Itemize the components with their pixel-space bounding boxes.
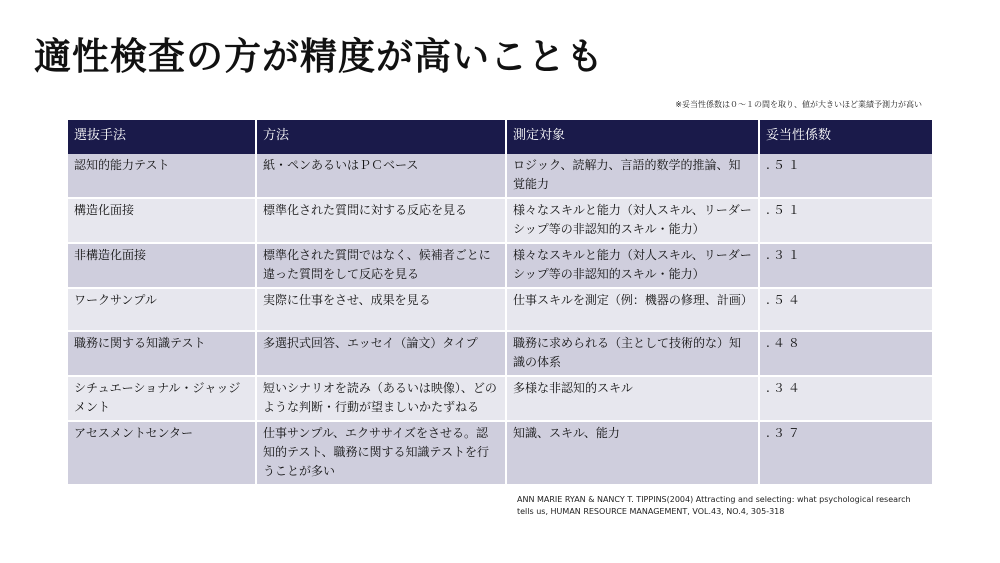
- approach-cell: 短いシナリオを読み（あるいは映像）、どのような判断・行動が望ましいかたずねる: [256, 376, 506, 421]
- target-cell: 様々なスキルと能力（対人スキル、リーダーシップ等の非認知的スキル・能力）: [506, 198, 759, 243]
- table-row: [68, 243, 932, 288]
- method-cell: 職務に関する知識テスト: [68, 331, 256, 376]
- coefficient-cell: .３４: [759, 376, 932, 421]
- validity-note: ※妥当性係数は０〜１の間を取り、値が大きいほど業績予測力が高い: [675, 100, 922, 109]
- approach-cell: 標準化された質問ではなく、候補者ごとに違った質問をして反応を見る: [256, 243, 506, 288]
- table-row: [68, 288, 932, 331]
- method-cell: ワークサンプル: [68, 288, 256, 331]
- table-row: [68, 376, 932, 421]
- header-coefficient: 妥当性係数: [759, 120, 932, 154]
- table-row: [68, 421, 932, 485]
- approach-cell: 標準化された質問に対する反応を見る: [256, 198, 506, 243]
- citation: ANN MARIE RYAN & NANCY T. TIPPINS(2004) Attracting and selecting: what psychological research tells us, HUMAN RESOURCE MANAGEMENT, VOL.43, NO.4, 305-318: [517, 495, 911, 516]
- method-cell: 構造化面接: [68, 198, 256, 243]
- selection-methods-table: [68, 120, 932, 486]
- table-row: [68, 154, 932, 198]
- target-cell: 多様な非認知的スキル: [506, 376, 759, 421]
- coefficient-cell: .３１: [759, 243, 932, 288]
- method-cell: アセスメントセンター: [68, 421, 256, 485]
- coefficient-cell: .３７: [759, 421, 932, 485]
- target-cell: 知識、スキル、能力: [506, 421, 759, 485]
- table-row: [68, 331, 932, 376]
- header-method: 選抜手法: [68, 120, 256, 154]
- approach-cell: 多選択式回答、エッセイ（論文）タイプ: [256, 331, 506, 376]
- target-cell: 仕事スキルを測定（例：機器の修理、計画）: [506, 288, 759, 331]
- coefficient-cell: .５１: [759, 198, 932, 243]
- table-row: [68, 198, 932, 243]
- approach-cell: 実際に仕事をさせ、成果を見る: [256, 288, 506, 331]
- header-target: 測定対象: [506, 120, 759, 154]
- table-header-row: [68, 120, 932, 154]
- approach-cell: 紙・ペンあるいはＰＣベース: [256, 154, 506, 198]
- page-title: 適性検査の方が精度が高いことも: [34, 35, 604, 78]
- header-approach: 方法: [256, 120, 506, 154]
- method-cell: 認知的能力テスト: [68, 154, 256, 198]
- target-cell: 職務に求められる（主として技術的な）知識の体系: [506, 331, 759, 376]
- coefficient-cell: .４８: [759, 331, 932, 376]
- target-cell: ロジック、読解力、言語的数学的推論、知覚能力: [506, 154, 759, 198]
- target-cell: 様々なスキルと能力（対人スキル、リーダーシップ等の非認知的スキル・能力）: [506, 243, 759, 288]
- coefficient-cell: .５１: [759, 154, 932, 198]
- method-cell: 非構造化面接: [68, 243, 256, 288]
- method-cell: シチュエーショナル・ジャッジメント: [68, 376, 256, 421]
- coefficient-cell: .５４: [759, 288, 932, 331]
- approach-cell: 仕事サンプル、エクササイズをさせる。認知的テスト、職務に関する知識テストを行うことが多い: [256, 421, 506, 485]
